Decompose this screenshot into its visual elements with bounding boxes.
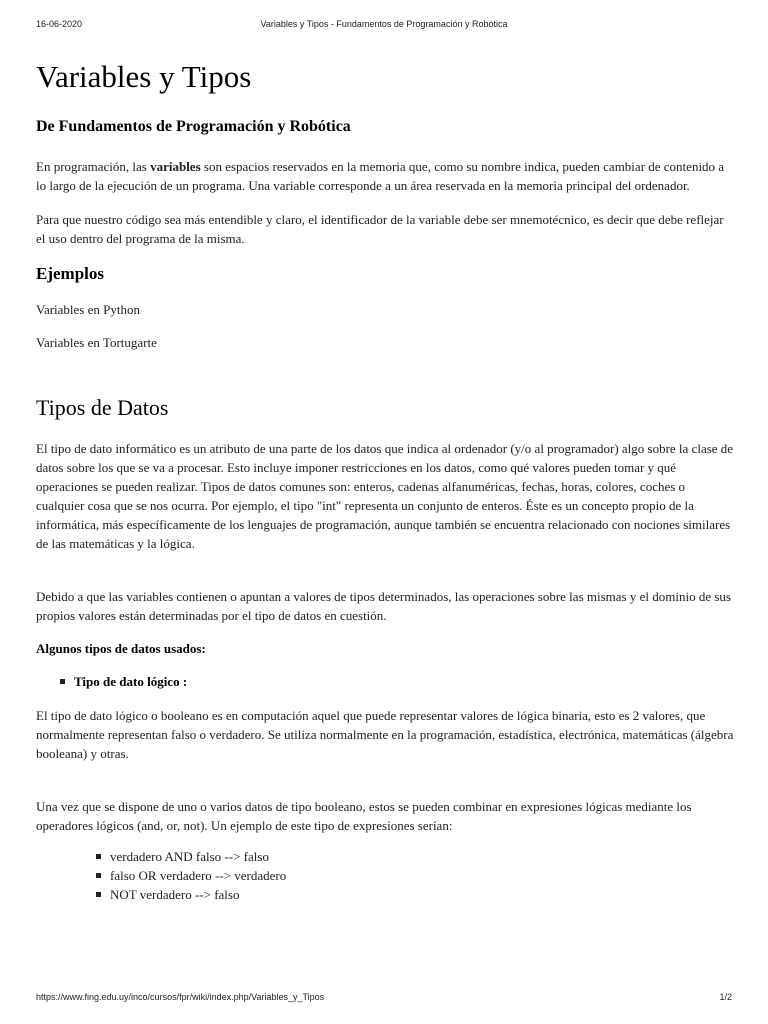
link-variables-python[interactable]: Variables en Python — [36, 302, 140, 317]
list-item-expression — [96, 866, 734, 885]
page-title: Variables y Tipos — [36, 59, 252, 94]
expressions-list — [36, 847, 734, 904]
page-number: 1/2 — [719, 992, 732, 1002]
print-url: https://www.fing.edu.uy/inco/cursos/fpr/wiki/index.php/Variables_y_Tipos — [36, 992, 325, 1002]
intro-text-after: son espacios reservados en la memoria que, como su nombre indica, pueden cambiar de contenido a lo largo de la ejecución de un programa. Una variable corresponde a un área reservada en la memoria principal del ordenador. — [36, 159, 725, 193]
list-item-logic-type — [60, 672, 734, 691]
list-item-expression — [96, 885, 734, 904]
operations-paragraph: Debido a que las variables contienen o apuntan a valores de tipos determinados, las operaciones sobre las mismas y el dominio de sus propios valores están determinadas por el tipo de datos en cuestión. — [36, 589, 731, 623]
bullet-icon — [96, 873, 101, 878]
bullet-icon — [96, 854, 101, 859]
print-footer — [36, 992, 732, 1004]
mnemonic-paragraph: Para que nuestro código sea más entendible y claro, el identificador de la variable debe ser mnemotécnico, es decir que debe reflejar el uso dentro del programa de la misma. — [36, 212, 724, 246]
examples-heading: Ejemplos — [36, 264, 104, 283]
some-types-label: Algunos tipos de datos usados: — [36, 641, 206, 656]
page-subtitle: De Fundamentos de Programación y Robótica — [36, 118, 351, 135]
bullet-icon — [60, 679, 65, 684]
link-variables-tortugarte[interactable]: Variables en Tortugarte — [36, 335, 157, 350]
print-date: 16-06-2020 — [36, 19, 83, 29]
intro-text-bold: variables — [150, 159, 201, 174]
combine-paragraph: Una vez que se dispone de uno o varios datos de tipo booleano, estos se pueden combinar en expresiones lógicas mediante los operadores lógicos (and, or, not). Un ejemplo de este tipo de expresiones serían: — [36, 799, 692, 833]
types-list — [36, 672, 734, 691]
data-types-paragraph: El tipo de dato informático es un atributo de una parte de los datos que indica al ordenador (y/o al programador) algo sobre la clase de datos sobre los que se va a procesar. Esto incluye imponer restricciones en los datos, como qué valores pueden tomar y qué operaciones se pueden realizar. Tipos de datos comunes son: enteros, cadenas alfanuméricas, fechas, horas, colores, coches o cualquier cosa que se nos ocurra. Por ejemplo, el tipo "int" representa un conjunto de enteros. Éste es un concepto propio de la informática, más específicamente de los lenguajes de programación, aunque también se encuentra relacionado con nociones similares de las matemáticas y la lógica. — [36, 441, 734, 551]
intro-text-before: En programación, las — [36, 159, 151, 174]
print-header — [36, 19, 732, 31]
logic-type-label: Tipo de dato lógico : — [74, 674, 188, 689]
boolean-paragraph: El tipo de dato lógico o booleano es en computación aquel que puede representar valores de lógica binaria, esto es 2 valores, que normalmente representan falso o verdadero. Se utiliza normalmente en la programación, estadística, electrónica, matemáticas (álgebra booleana) y otras. — [36, 708, 734, 761]
article-content — [36, 54, 734, 904]
expression-text: falso OR verdadero --> verdadero — [110, 868, 287, 883]
expression-text: verdadero AND falso --> falso — [110, 849, 269, 864]
bullet-icon — [96, 892, 101, 897]
expression-text: NOT verdadero --> falso — [110, 887, 240, 902]
list-item-expression — [96, 847, 734, 866]
data-types-heading: Tipos de Datos — [36, 395, 169, 420]
intro-paragraph — [36, 157, 734, 195]
print-document-title: Variables y Tipos - Fundamentos de Programación y Robótica — [260, 19, 508, 29]
